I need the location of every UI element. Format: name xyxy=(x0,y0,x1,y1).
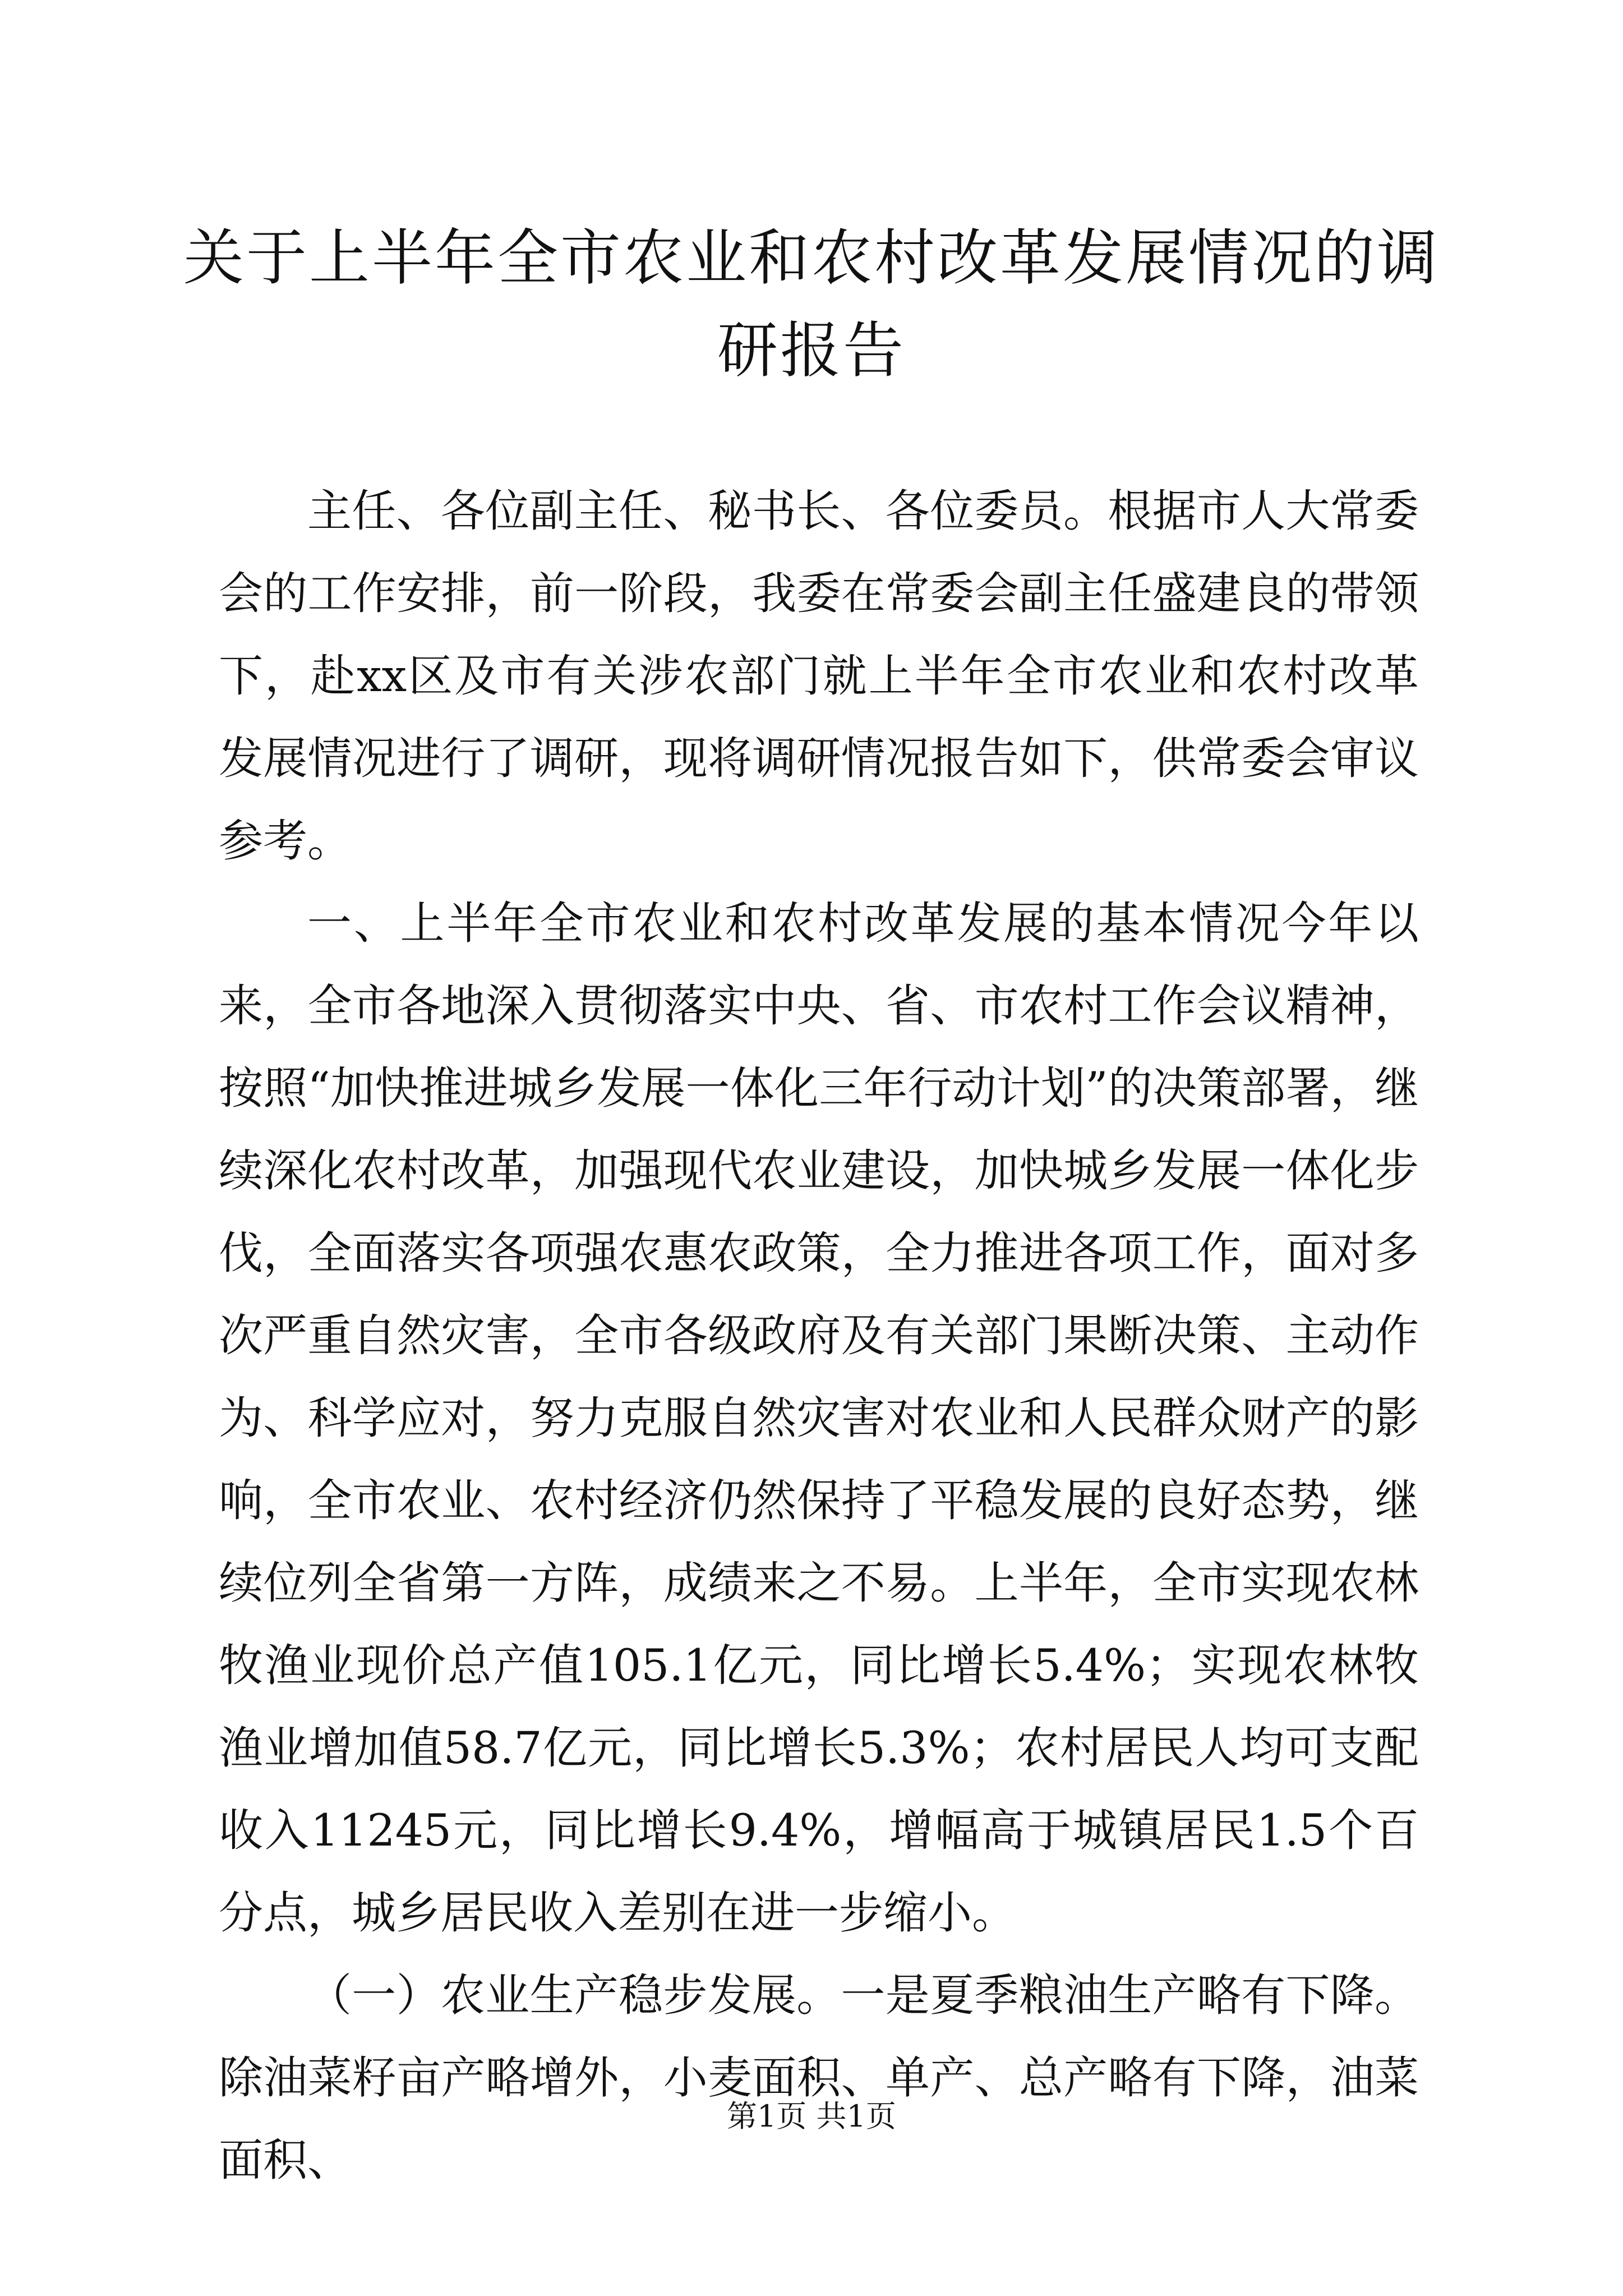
paragraph-basic-situation: 一、上半年全市农业和农村改革发展的基本情况今年以来，全市各地深入贯彻落实中央、省、市农村工作会议精神，按照“加快推进城乡发展一体化三年行动计划”的决策部署，继续深化农村改革，加强现代农业建设，加快城乡发展一体化步伐，全面落实各项强农惠农政策，全力推进各项工作，面对多次严重自然灾害，全市各级政府及有关部门果断决策、主动作为、科学应对，努力克服自然灾害对农业和人民群众财产的影响，全市农业、农村经济仍然保持了平稳发展的良好态势，继续位列全省第一方阵，成绩来之不易。上半年，全市实现农林牧渔业现价总产值105.1亿元，同比增长5.4%；实现农林牧渔业增加值58.7亿元，同比增长5.3%；农村居民人均可支配收入11245元，同比增长9.4%，增幅高于城镇居民1.5个百分点，城乡居民收入差别在进一步缩小。 xyxy=(219,898,1419,1939)
paragraph-salutation: 主任、各位副主任、秘书长、各位委员。根据市人大常委会的工作安排，前一阶段，我委在常委会副主任盛建良的带领下，赴xx区及市有关涉农部门就上半年全市农业和农村改革发展情况进行了调研，现将调研情况报告如下，供常委会审议参考。 xyxy=(219,485,1419,867)
document-body xyxy=(219,470,1419,2202)
page-footer: 第1页 共1页 xyxy=(727,2099,896,2134)
document-title: 关于上半年全市农业和农村改革发展情况的调研报告 xyxy=(183,223,1440,386)
paragraph-agriculture-production: （一）农业生产稳步发展。一是夏季粮油生产略有下降。除油菜籽亩产略增外，小麦面积、单产、总产略有下降，油菜面积、 xyxy=(219,1970,1419,2186)
